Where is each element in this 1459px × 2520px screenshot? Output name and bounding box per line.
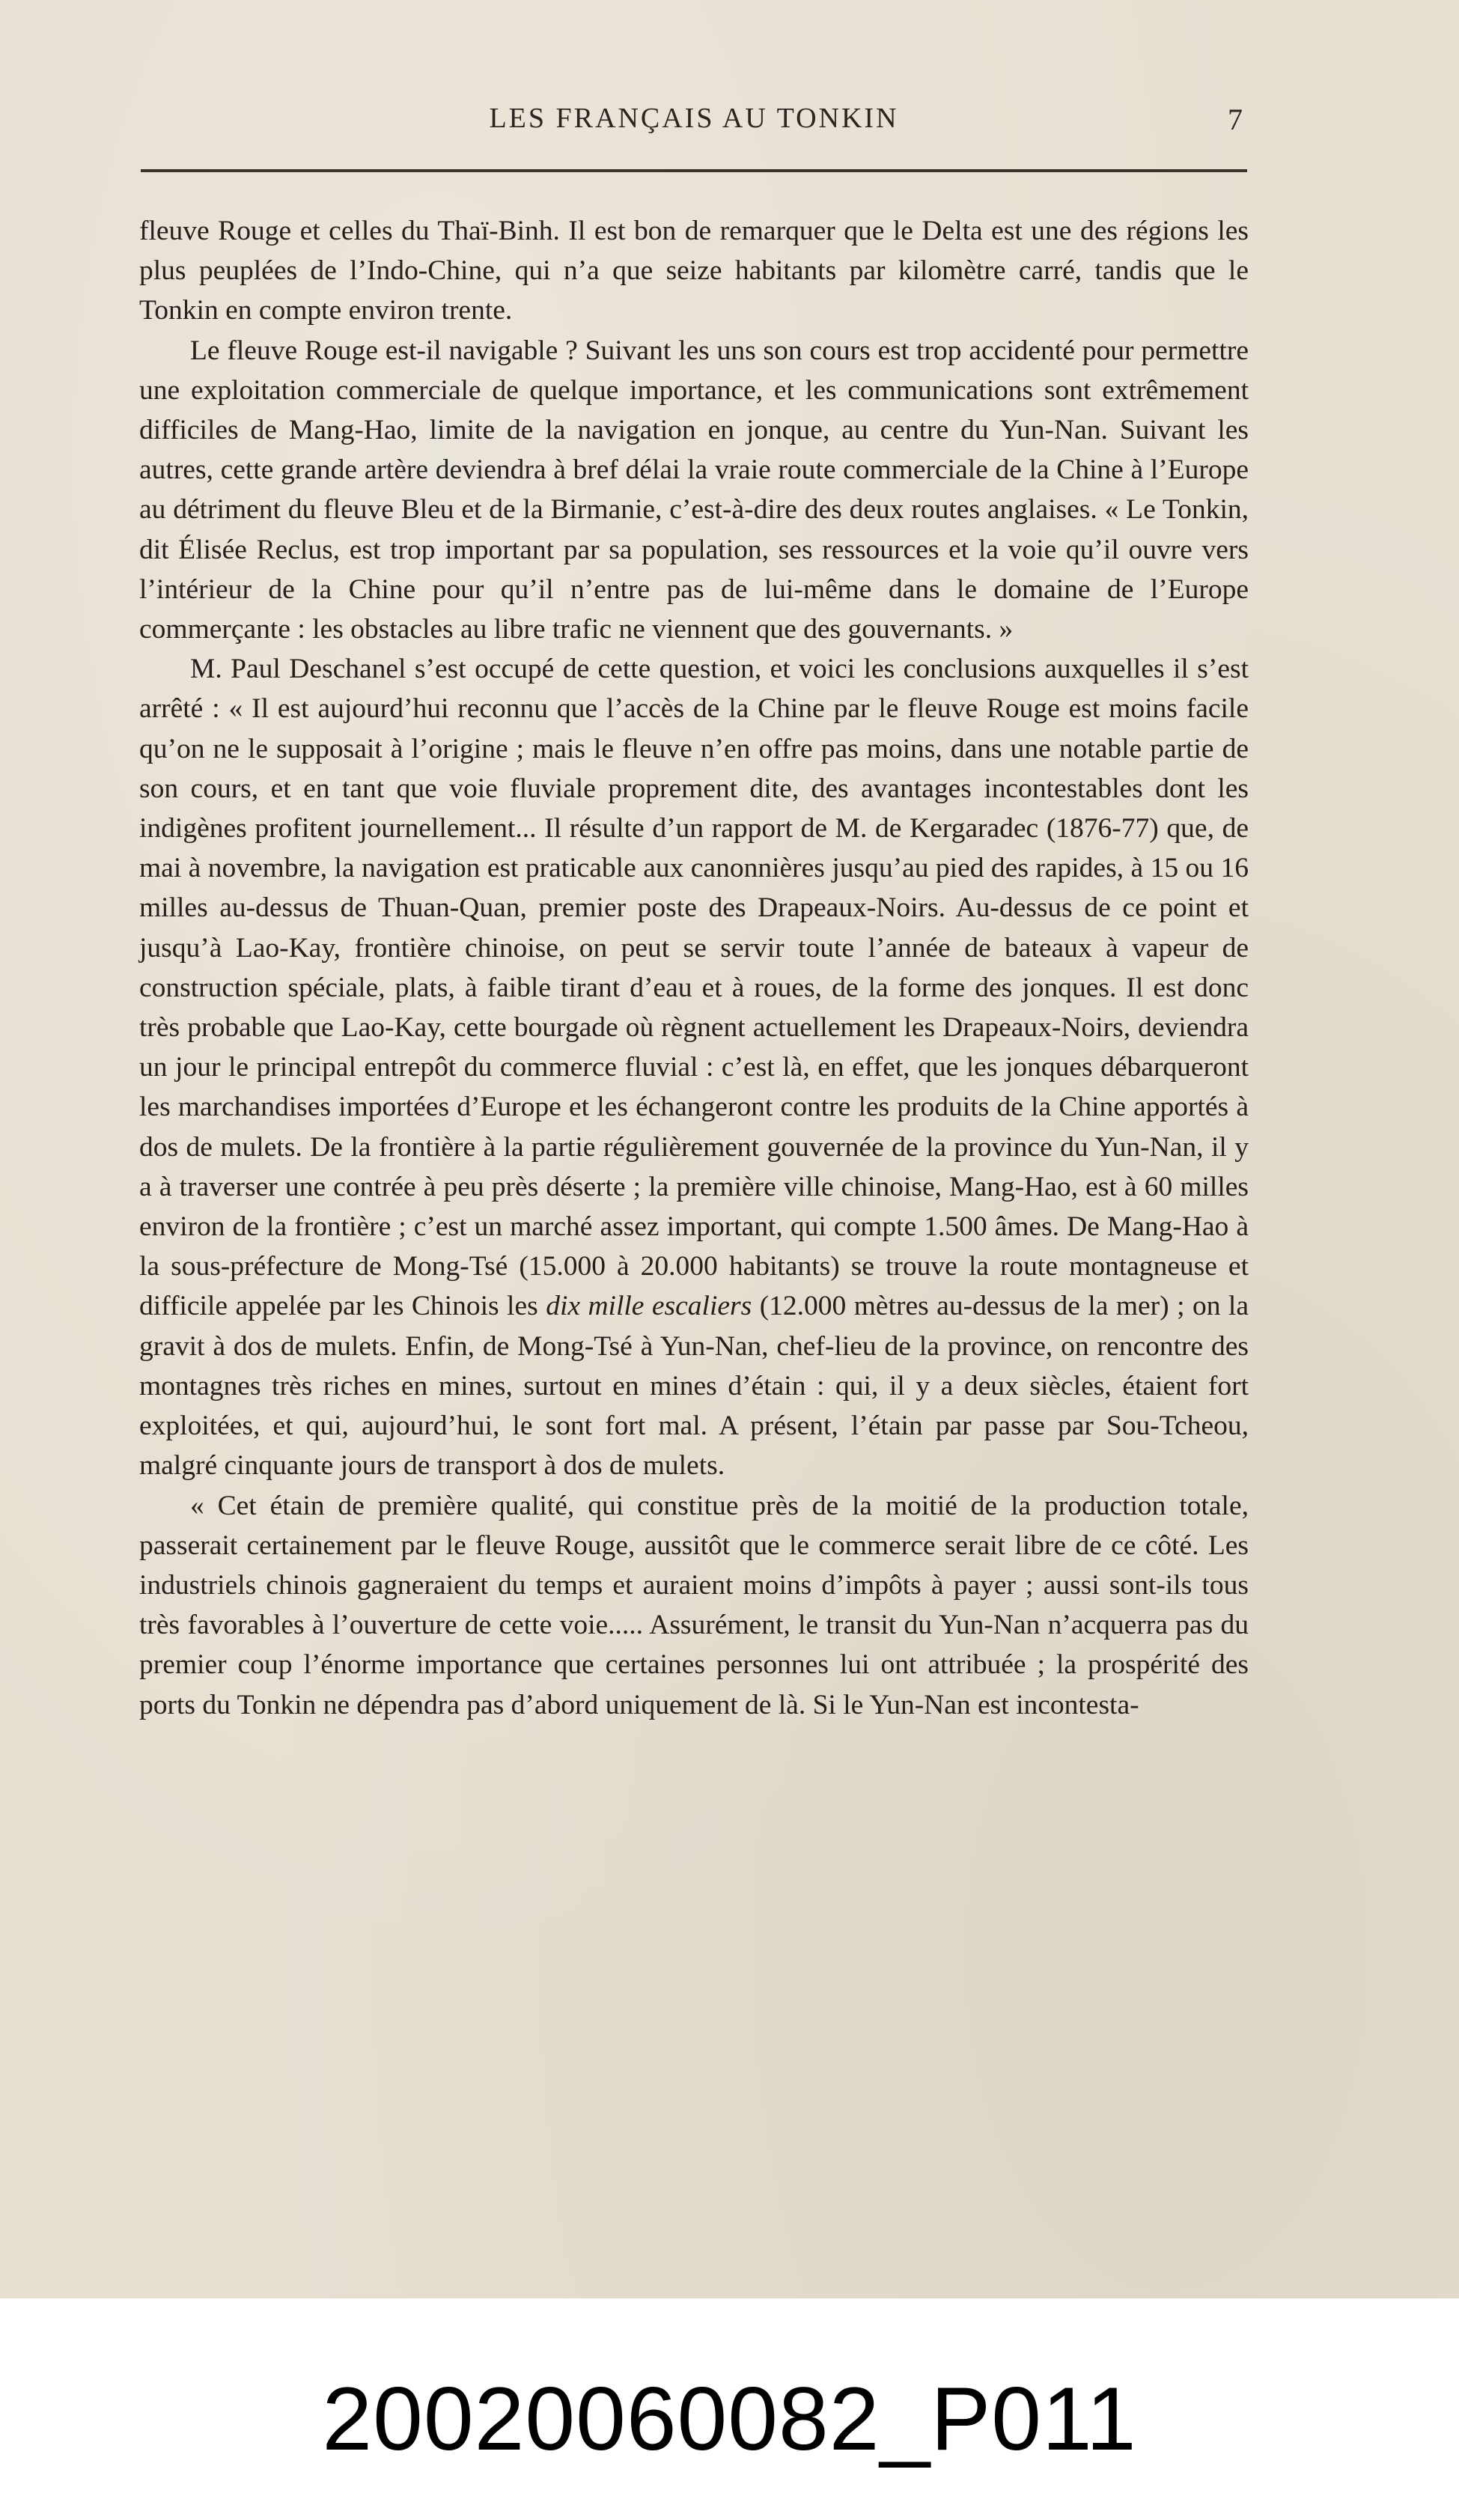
paragraph-3-text-a: M. Paul Deschanel s’est occupé de cette question, et voici les conclusions auxquelles il s’est arrêté : « Il est aujourd’hui reconnu que l’accès de la Chine par le fleuve Rouge est moins facile qu’on ne le supposait à l’origine ; mais le fleuve n’en offre pas moins, dans une notable partie de son cours, et en tant que voie fluviale proprement dite, des avantages incontestables dont les indigènes profitent journellement... Il résulte d’un rapport de M. de Kergaradec (1876-77) que, de mai à novembre, la navigation est praticable aux canonnières jusqu’au pied des rapides, à 15 ou 16 milles au-dessus de Thuan-Quan, premier poste des Drapeaux-Noirs. Au-dessus de ce point et jusqu’à Lao-Kay, frontière chinoise, on peut se servir toute l’année de bateaux à vapeur de construction spéciale, plats, à faible tirant d’eau et à roues, de la forme des jonques. Il est donc très probable que Lao-Kay, cette bourgade où règnent actuellement les Drapeaux-Noirs, deviendra un jour le principal entrepôt du commerce fluvial : c’est là, en effet, que les jonques débarqueront les marchandises importées d’Europe et les échangeront contre les produits de la Chine apportés à dos de mulets. De la frontière à la partie régulièrement gouvernée de la province du Yun-Nan, il y a à traverser une contrée à peu près déserte ; la première ville chinoise, Mang-Hao, est à 60 milles environ de la frontière ; c’est un marché assez important, qui compte 1.500 âmes. De Mang-Hao à la sous-préfecture de Mong-Tsé (15.000 à 20.000 habitants) se trouve la route montagneuse et difficile appelée par les Chinois les	[139, 654, 1249, 1322]
paragraph-2: Le fleuve Rouge est-il navigable ? Suivant les uns son cours est trop accidenté pour permettre une exploitation commerciale de quelque importance, et les communications sont extrêmement difficiles de Mang-Hao, limite de la navigation en jonque, au centre du Yun-Nan. Suivant les autres, cette grande artère deviendra à bref délai la vraie route commerciale de la Chine à l’Europe au détriment du fleuve Bleu et de la Birmanie, c’est-à-dire des deux routes anglaises. « Le Tonkin, dit Élisée Reclus, est trop important par sa population, ses ressources et la voie qu’il ouvre vers l’intérieur de la Chine pour qu’il n’entre pas de lui-même dans le domaine de l’Europe commerçante : les obstacles au libre trafic ne viennent que des gouvernants. »	[139, 335, 1249, 645]
paragraph-3	[139, 649, 1249, 1485]
image-id-caption: 20020060082_P011	[322, 2369, 1137, 2469]
header-rule	[141, 169, 1247, 172]
italic-term: dix mille escaliers	[546, 1291, 752, 1322]
page-header	[141, 102, 1247, 147]
caption-area	[0, 2298, 1459, 2520]
page-number: 7	[1228, 103, 1243, 136]
paragraph-1: fleuve Rouge et celles du Thaï-Binh. Il est bon de remarquer que le Delta est une des régions les plus peuplées de l’Indo-Chine, qui n’a que seize habitants par kilomètre carré, tandis que le Tonkin en compte environ trente.	[139, 216, 1249, 326]
paragraph-3-text-b: (12.000 mètres au-dessus de la mer) ; on la gravit à dos de mulets. Enfin, de Mong-Tsé à Yun-Nan, chef-lieu de la province, on rencontre des montagnes très riches en mines, surtout en mines d’étain : qui, il y a deux siècles, étaient fort exploitées, et qui, aujourd’hui, le sont fort mal. A présent, l’étain par passe par Sou-Tcheou, malgré cinquante jours de transport à dos de mulets.	[139, 1291, 1249, 1482]
running-title: LES FRANÇAIS AU TONKIN	[489, 103, 899, 134]
body-text	[139, 211, 1249, 1725]
paragraph-4: « Cet étain de première qualité, qui constitue près de la moitié de la production totale, passerait certainement par le fleuve Rouge, aussitôt que le commerce serait libre de ce côté. Les industriels chinois gagneraient du temps et auraient moins d’impôts à payer ; aussi sont-ils tous très favorables à l’ouverture de cette voie..... Assurément, le transit du Yun-Nan n’acquerra pas du premier coup l’énorme importance que certaines personnes lui ont attribuée ; la prospérité des ports du Tonkin ne dépendra pas d’abord uniquement de là. Si le Yun-Nan est incontesta-	[139, 1490, 1249, 1720]
